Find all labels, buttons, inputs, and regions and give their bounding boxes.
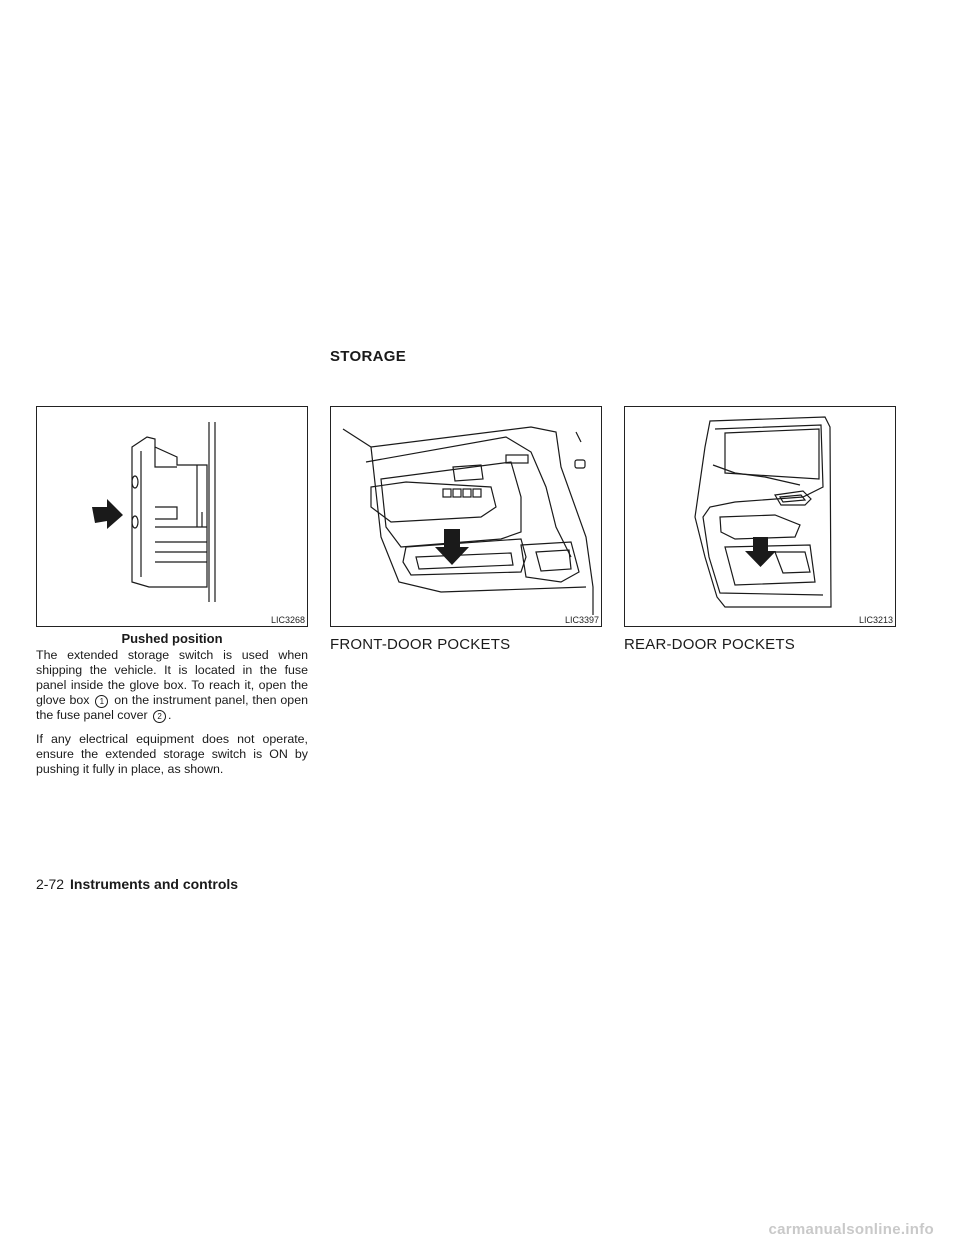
down-arrow-icon xyxy=(435,529,469,565)
paragraph-1 xyxy=(36,648,308,723)
figure-front-door xyxy=(330,406,602,627)
figure-storage-switch xyxy=(36,406,308,627)
page-footer xyxy=(36,876,238,892)
callout-1-icon: 1 xyxy=(95,695,108,708)
section-title: STORAGE xyxy=(330,348,407,365)
rear-door-illustration xyxy=(625,407,896,627)
callout-2-icon: 2 xyxy=(153,710,166,723)
page-number: 2-72 xyxy=(36,876,65,892)
paragraph-1-part-a: The extended storage switch is used when shipping the vehicle. It is located in the fuse panel inside the glove box. To reach it, open the glove box xyxy=(36,648,308,707)
figure-code: LIC3268 xyxy=(270,615,305,625)
figure-caption: Pushed position xyxy=(121,631,223,646)
body-text xyxy=(36,648,308,786)
push-arrow-icon xyxy=(92,499,123,529)
front-door-illustration xyxy=(331,407,602,627)
figure-rear-door xyxy=(624,406,896,627)
paragraph-2: If any electrical equipment does not operate, ensure the extended storage switch is ON by pushing it fully in place, as shown. xyxy=(36,732,308,776)
figure-code: LIC3213 xyxy=(858,615,893,625)
down-arrow-icon xyxy=(745,537,776,567)
paragraph-1-part-b: on the instrument panel, then open the fuse panel cover xyxy=(36,693,308,722)
paragraph-1-part-c: . xyxy=(168,708,172,722)
storage-switch-illustration xyxy=(37,407,308,627)
figure-code: LIC3397 xyxy=(564,615,599,625)
chapter-title: Instruments and controls xyxy=(70,876,239,892)
rear-door-heading: REAR-DOOR POCKETS xyxy=(624,636,795,653)
front-door-heading: FRONT-DOOR POCKETS xyxy=(330,636,511,653)
watermark: carmanualsonline.info xyxy=(768,1221,934,1238)
